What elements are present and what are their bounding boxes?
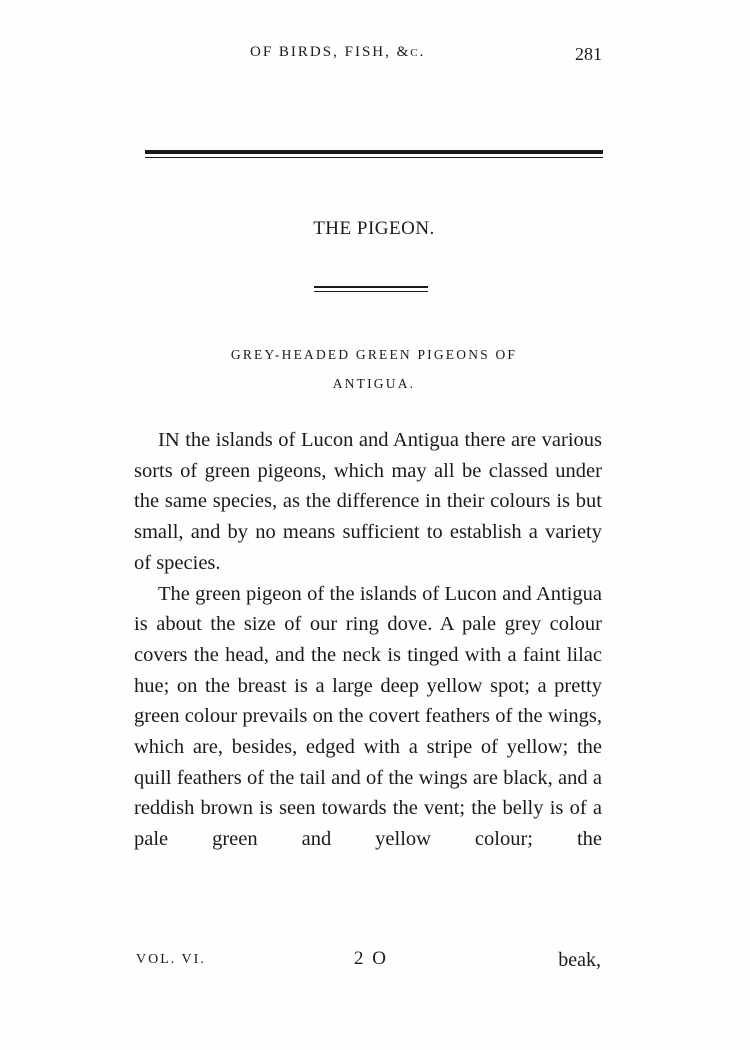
signature-mark: 2 O — [354, 948, 388, 969]
section-title: THE PIGEON. — [313, 218, 435, 239]
section-divider-thin — [314, 291, 428, 292]
catchword: beak, — [558, 949, 601, 971]
volume-label: VOL. VI. — [136, 952, 206, 967]
section-divider-thick — [314, 286, 428, 288]
subtitle-line-2: ANTIGUA. — [332, 376, 416, 391]
paragraph-2: The green pigeon of the islands of Lucon and Antigua is about the size of our ring dove. A pale grey colour covers the head, and the neck is tinged with a faint lilac hue; on the breast is a large deep yellow spot; a pretty green colour prevails on the covert feathers of the wings, which are, besides, edged with a stripe of yellow; the quill feathers of the tail and of the wings are black, and a reddish brown is seen towards the vent; the belly is of a pale green and yellow colour; the — [134, 582, 602, 851]
page-footer — [136, 948, 601, 972]
header-rule-thin — [145, 157, 603, 158]
header-rule-thick — [145, 150, 603, 154]
subtitle-line-1: GREY-HEADED GREEN PIGEONS OF — [230, 347, 518, 362]
page-number: 281 — [575, 44, 602, 64]
body-text — [134, 425, 602, 855]
paragraph-1: IN the islands of Lucon and Antigua there are various sorts of green pigeons, which may all be classed under the same species, as the difference in their colours is but small, and by no means sufficient to establish a variety of species. — [134, 429, 602, 574]
running-head: OF BIRDS, FISH, &c. — [250, 44, 426, 60]
subtitle — [145, 340, 603, 398]
